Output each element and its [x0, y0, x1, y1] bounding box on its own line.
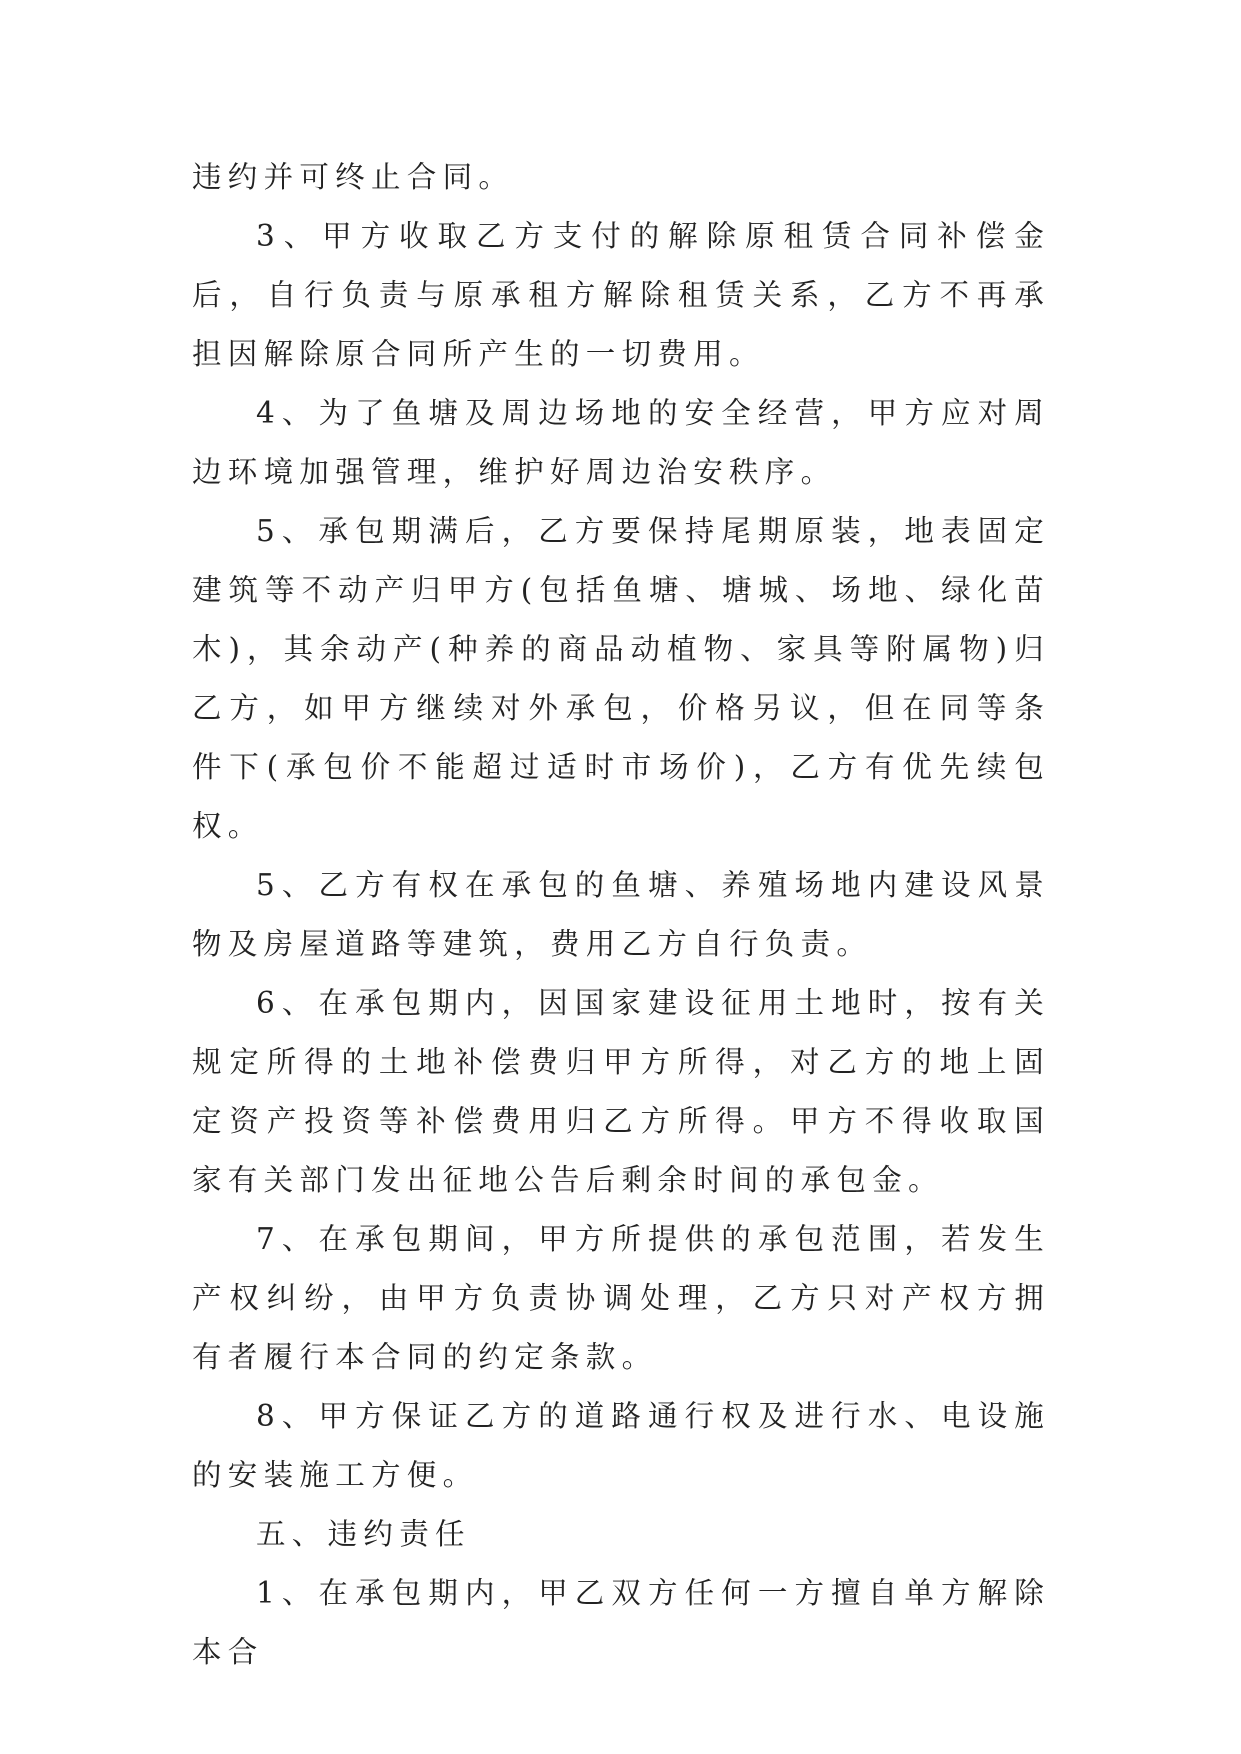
document-page [192, 148, 1050, 1682]
paragraph-clause-5b: 5、乙方有权在承包的鱼塘、养殖场地内建设风景物及房屋道路等建筑，费用乙方自行负责。 [192, 868, 1050, 961]
paragraph-clause-3: 3、甲方收取乙方支付的解除原租赁合同补偿金后，自行负责与原承租方解除租赁关系，乙方不再承担因解除原合同所产生的一切费用。 [192, 219, 1050, 371]
section-heading-breach-liability: 五、违约责任 [256, 1517, 471, 1551]
paragraph-breach-clause-1: 1、在承包期内，甲乙双方任何一方擅自单方解除本合 [192, 1576, 1050, 1669]
paragraph-clause-7: 7、在承包期间，甲方所提供的承包范围，若发生产权纠纷，由甲方负责协调处理，乙方只对产权方拥有者履行本合同的约定条款。 [192, 1222, 1050, 1374]
paragraph-clause-6: 6、在承包期内，因国家建设征用土地时，按有关规定所得的土地补偿费归甲方所得，对乙方的地上固定资产投资等补偿费用归乙方所得。甲方不得收取国家有关部门发出征地公告后剩余时间的承包金。 [192, 986, 1050, 1197]
paragraph-clause-8: 8、甲方保证乙方的道路通行权及进行水、电设施的安装施工方便。 [192, 1399, 1050, 1492]
paragraph-clause-4: 4、为了鱼塘及周边场地的安全经营，甲方应对周边环境加强管理，维护好周边治安秩序。 [192, 396, 1050, 489]
paragraph-continuation: 违约并可终止合同。 [192, 160, 515, 194]
paragraph-clause-5a: 5、承包期满后，乙方要保持尾期原装，地表固定建筑等不动产归甲方(包括鱼塘、塘城、场地、绿化苗木)，其余动产(种养的商品动植物、家具等附属物)归乙方，如甲方继续对外承包，价格另议，但在同等条件下(承包价不能超过适时市场价)，乙方有优先续包权。 [192, 514, 1050, 843]
